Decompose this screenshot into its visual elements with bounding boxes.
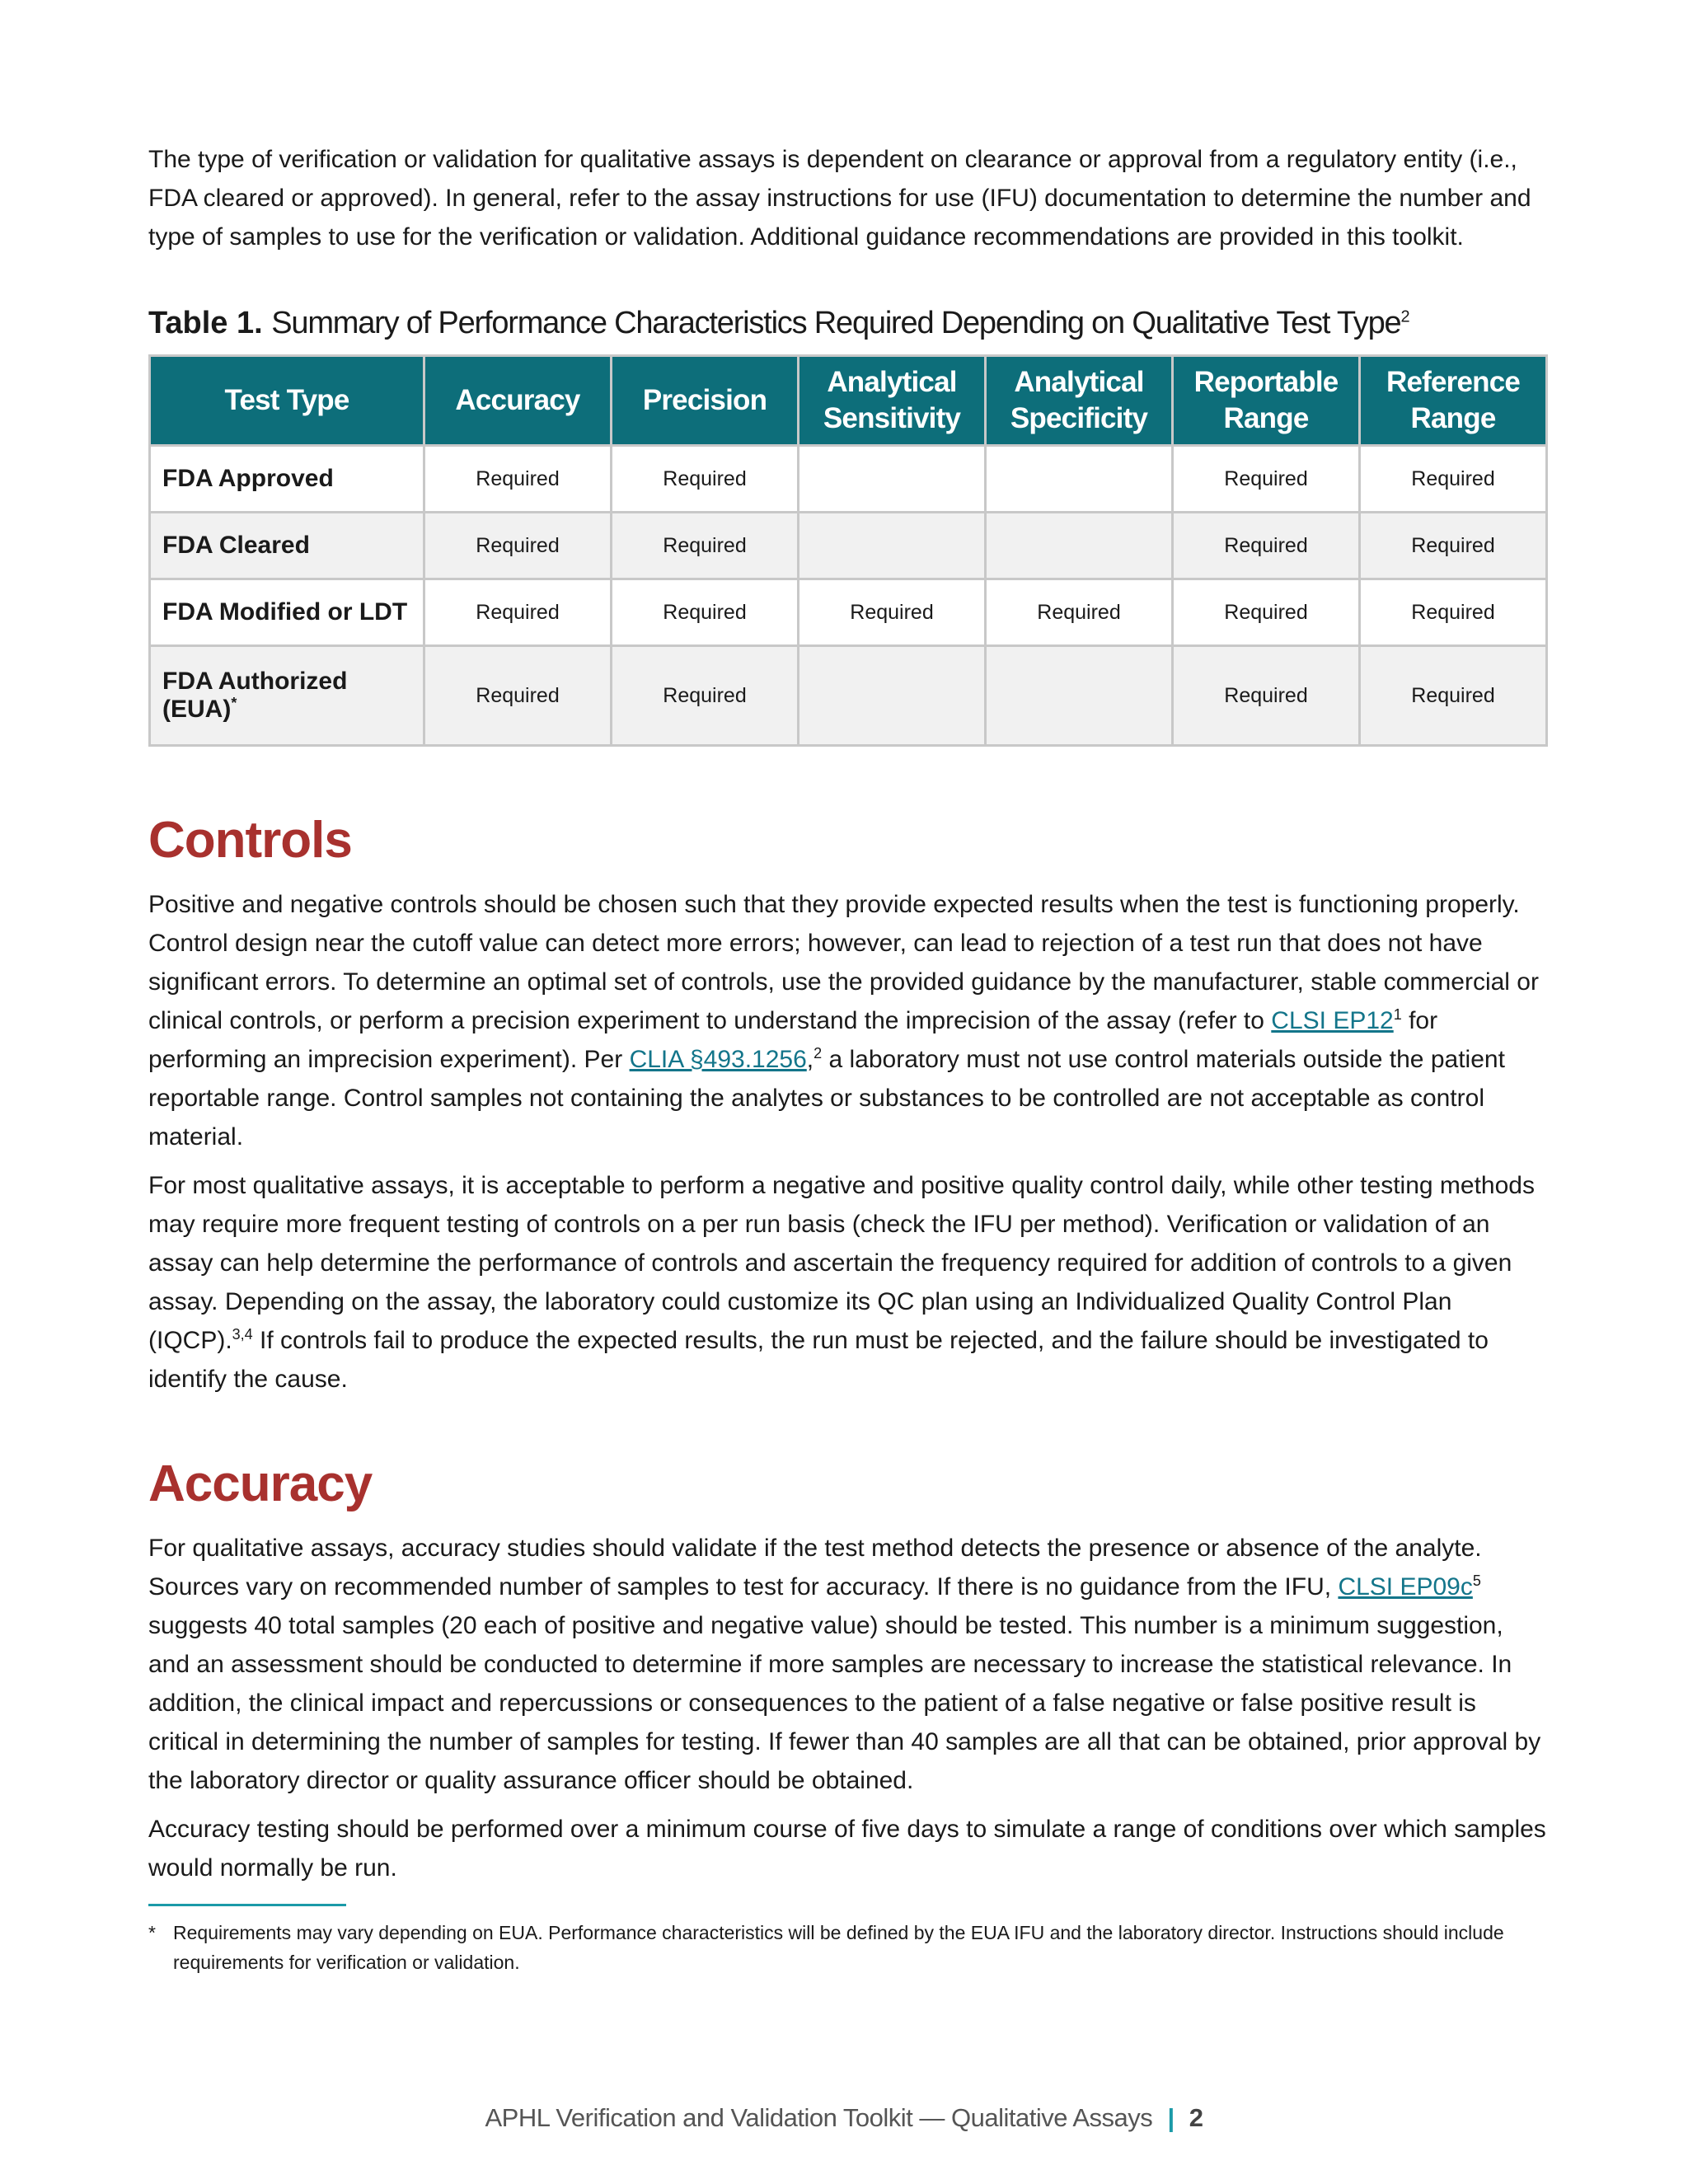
controls-text: Positive and negative controls should be chosen such that they provide expected results when the test is functioning properly. Control design near the cutoff value can detect more errors; however, can lead to rejection of a test run that does not have significant errors. To determine an optimal set of controls, use the provided guidance by the manufacturer, stable commercial or clinical controls, or perform a precision experiment to understand the imprecision of the assay (refer to — [148, 891, 1539, 1034]
table-cell — [799, 446, 986, 513]
table-cell: Required — [1173, 579, 1360, 646]
clia-493-1256-link[interactable]: CLIA §493.1256 — [629, 1046, 807, 1073]
table-cell: Required — [1360, 646, 1547, 746]
reference-1: 1 — [1393, 1006, 1402, 1023]
table-row — [150, 579, 1547, 646]
table-cell — [986, 513, 1173, 579]
controls-paragraph-2 — [148, 1166, 1550, 1399]
table-cell: Required — [424, 446, 612, 513]
controls-text: For most qualitative assays, it is acceptable to perform a negative and positive quality control daily, while other testing methods may require more frequent testing of controls on a per run basis (check the IFU per method). Verification or validation of an assay can help determine the performance of controls and ascertain the frequency required for addition of controls to a given assay. Depending on the assay, the laboratory could customize its QC plan using an Individualized Quality Control Plan (IQCP). — [148, 1172, 1535, 1354]
accuracy-text: For qualitative assays, accuracy studies should validate if the test method detects the presence or absence of the analyte. Sources vary on recommended number of samples to test for accuracy. If there is no guidance from the IFU, — [148, 1535, 1482, 1601]
table-caption-label: Table 1. — [148, 306, 263, 340]
table-cell — [799, 646, 986, 746]
table-cell: Required — [986, 579, 1173, 646]
controls-heading: Controls — [148, 812, 352, 869]
row-test-type: FDA Approved — [150, 446, 424, 513]
accuracy-heading: Accuracy — [148, 1455, 373, 1512]
table-cell: Required — [1173, 646, 1360, 746]
table-row — [150, 513, 1547, 579]
footnote-divider — [148, 1904, 346, 1906]
table-cell: Required — [1360, 513, 1547, 579]
table-caption — [148, 306, 1550, 341]
footnote-mark: * — [231, 695, 237, 711]
footnote-mark: * — [148, 1922, 156, 1943]
intro-paragraph: The type of verification or validation for qualitative assays is dependent on clearance or approval from a regulatory entity (i.e., FDA cleared or approved). In general, refer to the assay instructions for use (IFU) documentation to determine the number and type of samples to use for the verification or validation. Additional guidance recommendations are provided in this toolkit. — [148, 146, 1531, 251]
table-cell: Required — [799, 579, 986, 646]
header-reportable-range: Reportable Range — [1173, 356, 1360, 446]
reference-5: 5 — [1472, 1572, 1481, 1589]
table-header-row — [150, 356, 1547, 446]
row-test-type-text: FDA Authorized (EUA) — [162, 668, 348, 723]
row-test-type: FDA Modified or LDT — [150, 579, 424, 646]
footer-separator: | — [1167, 2103, 1175, 2132]
header-precision: Precision — [612, 356, 799, 446]
header-reference-range: Reference Range — [1360, 356, 1547, 446]
table-cell: Required — [612, 579, 799, 646]
table-cell: Required — [424, 646, 612, 746]
table-cell — [799, 513, 986, 579]
footnote-text: Requirements may vary depending on EUA. Performance characteristics will be defined by the EUA IFU and the laboratory director. Instructions should include requirements for verification or validation. — [173, 1922, 1504, 1973]
controls-text: a laboratory must not use control materials outside the patient reportable range. Control samples not containing the analytes or substances to be controlled are not acceptable as control material. — [148, 1046, 1505, 1151]
controls-text: for performing an imprecision experiment). Per — [148, 1007, 1438, 1073]
table-caption-ref: 2 — [1400, 307, 1410, 326]
table-cell: Required — [424, 513, 612, 579]
controls-text: , — [806, 1046, 814, 1073]
table-cell: Required — [424, 579, 612, 646]
table-row — [150, 446, 1547, 513]
header-analytical-sensitivity: Analytical Sensitivity — [799, 356, 986, 446]
table-cell: Required — [612, 446, 799, 513]
table-cell — [986, 446, 1173, 513]
controls-paragraph-1 — [148, 885, 1550, 1156]
performance-table — [148, 354, 1548, 747]
accuracy-text: suggests 40 total samples (20 each of positive and negative value) should be tested. This number is a minimum suggestion, and an assessment should be conducted to determine if more samples are necessary to increase the statistical relevance. In addition, the clinical impact and repercussions or consequences to the patient of a false negative or false positive result is critical in determining the number of samples for testing. If fewer than 40 samples are all that can be obtained, prior approval by the laboratory director or quality assurance officer should be obtained. — [148, 1612, 1541, 1794]
clsi-ep09c-link[interactable]: CLSI EP09c — [1338, 1573, 1473, 1601]
table-cell: Required — [1360, 446, 1547, 513]
table-cell — [986, 646, 1173, 746]
reference-3-4: 3,4 — [232, 1326, 253, 1343]
page-footer — [0, 2103, 1688, 2133]
table-cell: Required — [1360, 579, 1547, 646]
row-test-type — [150, 646, 424, 746]
table-cell: Required — [1173, 446, 1360, 513]
footnote — [148, 1918, 1550, 1977]
accuracy-paragraph-2: Accuracy testing should be performed over a minimum course of five days to simulate a range of conditions over which samples would normally be run. — [148, 1816, 1546, 1882]
header-analytical-specificity: Analytical Specificity — [986, 356, 1173, 446]
table-cell: Required — [612, 513, 799, 579]
table-cell: Required — [1173, 513, 1360, 579]
controls-text: If controls fail to produce the expected results, the run must be rejected, and the failure should be investigated to identify the cause. — [148, 1327, 1489, 1393]
page-number: 2 — [1189, 2103, 1203, 2132]
reference-2: 2 — [814, 1045, 823, 1062]
header-test-type: Test Type — [150, 356, 424, 446]
footer-title: APHL Verification and Validation Toolkit — Qualitative Assays — [485, 2103, 1153, 2132]
clsi-ep12-link[interactable]: CLSI EP12 — [1271, 1007, 1394, 1034]
table-row — [150, 646, 1547, 746]
table-caption-text: Summary of Performance Characteristics Required Depending on Qualitative Test Type — [271, 306, 1401, 340]
table-cell: Required — [612, 646, 799, 746]
row-test-type: FDA Cleared — [150, 513, 424, 579]
accuracy-paragraph-1 — [148, 1529, 1550, 1800]
page-content — [148, 140, 1550, 1977]
header-accuracy: Accuracy — [424, 356, 612, 446]
